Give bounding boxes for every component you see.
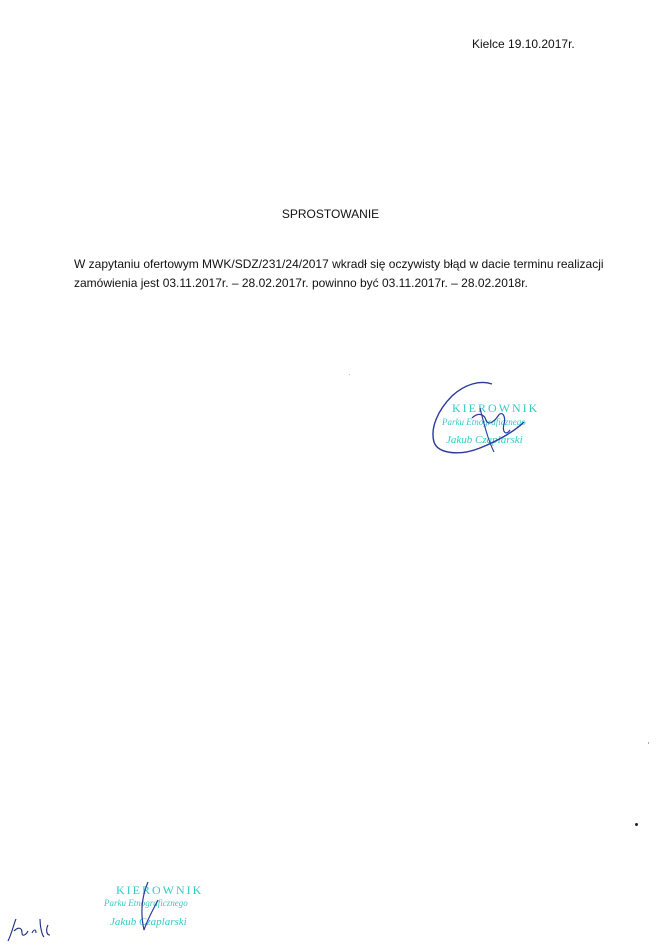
- stamp-name: Jakub Czaplarski: [446, 434, 523, 446]
- stamp-title: KIEROWNIK: [116, 883, 204, 897]
- document-title: SPROSTOWANIE: [281, 207, 380, 221]
- body-line-2: zamówienia jest 03.11.2017r. – 28.02.2017r. powinno być 03.11.2017r. – 28.02.2018r.: [74, 276, 528, 290]
- stamp-title: KIEROWNIK: [452, 401, 540, 415]
- handwritten-initials: [4, 915, 54, 945]
- scan-speck: [648, 742, 649, 744]
- scan-speck: [349, 374, 350, 375]
- place-date: Kielce 19.10.2017r.: [472, 37, 575, 51]
- stamp-subtitle: Parku Etnograficznego: [104, 898, 188, 908]
- handwritten-signature: [420, 378, 530, 458]
- stamp-subtitle: Parku Etnograficznego: [442, 417, 526, 427]
- footer-signature: [128, 878, 168, 938]
- document-body: [74, 255, 614, 293]
- body-line-1: W zapytaniu ofertowym MWK/SDZ/231/24/2017 wkradł się oczywisty błąd w dacie terminu realizacji: [74, 257, 604, 271]
- stamp-name: Jakub Czaplarski: [110, 916, 187, 928]
- scan-speck: [635, 823, 638, 826]
